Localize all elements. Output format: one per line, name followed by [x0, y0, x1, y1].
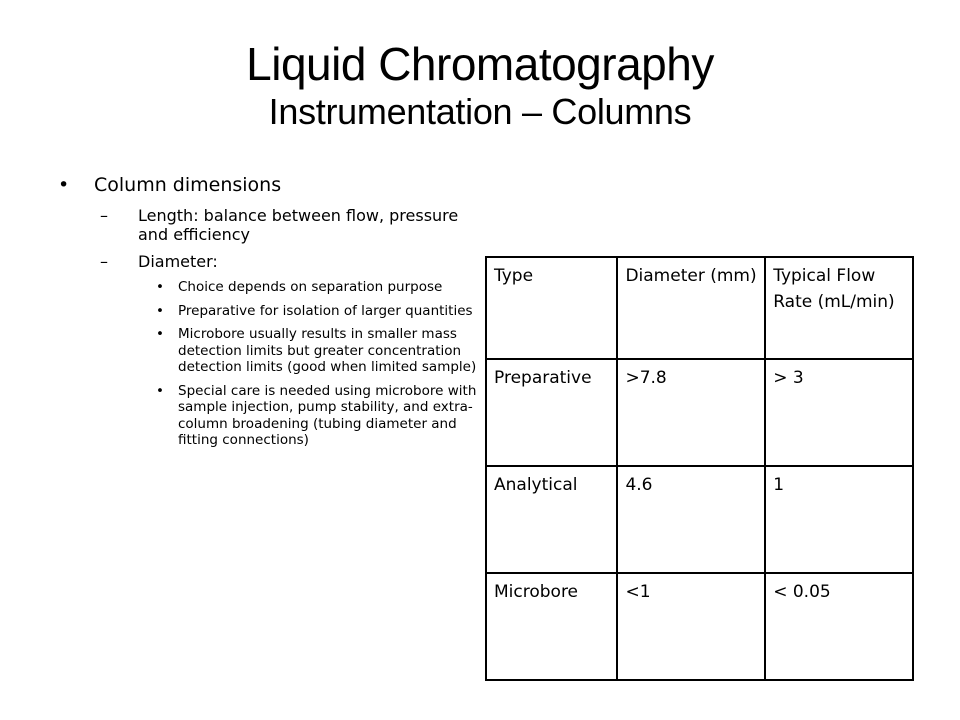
detail-text: Preparative for isolation of larger quantities: [178, 302, 473, 319]
detail-item: [58, 326, 478, 376]
table-cell: < 0.05: [765, 573, 913, 680]
table-cell: 4.6: [617, 466, 765, 573]
table-row: [486, 359, 913, 466]
bullet-marker: •: [58, 174, 70, 196]
table-cell: Preparative: [486, 359, 617, 466]
detail-text: Choice depends on separation purpose: [178, 279, 443, 295]
table-header-row: [486, 257, 913, 359]
slide-title: [0, 38, 960, 134]
table-cell: <1: [617, 573, 765, 680]
table-row: [486, 466, 913, 573]
bullet-list: [58, 172, 478, 449]
detail-item: [58, 383, 478, 449]
table-cell: >7.8: [617, 359, 765, 466]
bullet-marker: •: [156, 279, 164, 295]
subbullet-diameter: [58, 252, 478, 271]
table-header-cell: Diameter (mm): [617, 257, 765, 359]
table-cell: > 3: [765, 359, 913, 466]
detail-text: Special care is needed using microbore with sample injection, pump stability, and extra-column broadening (tubing diameter and fitting connections): [178, 382, 477, 448]
bullet-column-dimensions: [58, 172, 478, 198]
dash-marker: –: [100, 206, 108, 225]
bullet-marker: •: [156, 302, 164, 319]
table-header-cell: Typical Flow Rate (mL/min): [765, 257, 913, 359]
table-cell: Analytical: [486, 466, 617, 573]
title-main: Liquid Chromatography: [246, 38, 714, 90]
table-cell: Microbore: [486, 573, 617, 680]
subbullet-text: Diameter:: [138, 252, 218, 271]
dash-marker: –: [100, 252, 108, 271]
detail-item: [58, 279, 478, 296]
table-header-cell: Type: [486, 257, 617, 359]
table-cell: 1: [765, 466, 913, 573]
bullet-marker: •: [156, 382, 164, 399]
column-types-table: [485, 256, 914, 681]
subbullet-length: [58, 206, 478, 244]
table-row: [486, 573, 913, 680]
detail-item: [58, 303, 478, 320]
bullet-marker: •: [156, 326, 164, 342]
subbullet-text: Length: balance between flow, pressure and efficiency: [138, 206, 459, 244]
detail-text: Microbore usually results in smaller mass detection limits but greater concentration detection limits (good when limited sample): [178, 326, 477, 375]
bullet-text: Column dimensions: [94, 174, 282, 196]
title-subtitle: Instrumentation – Columns: [268, 91, 692, 132]
